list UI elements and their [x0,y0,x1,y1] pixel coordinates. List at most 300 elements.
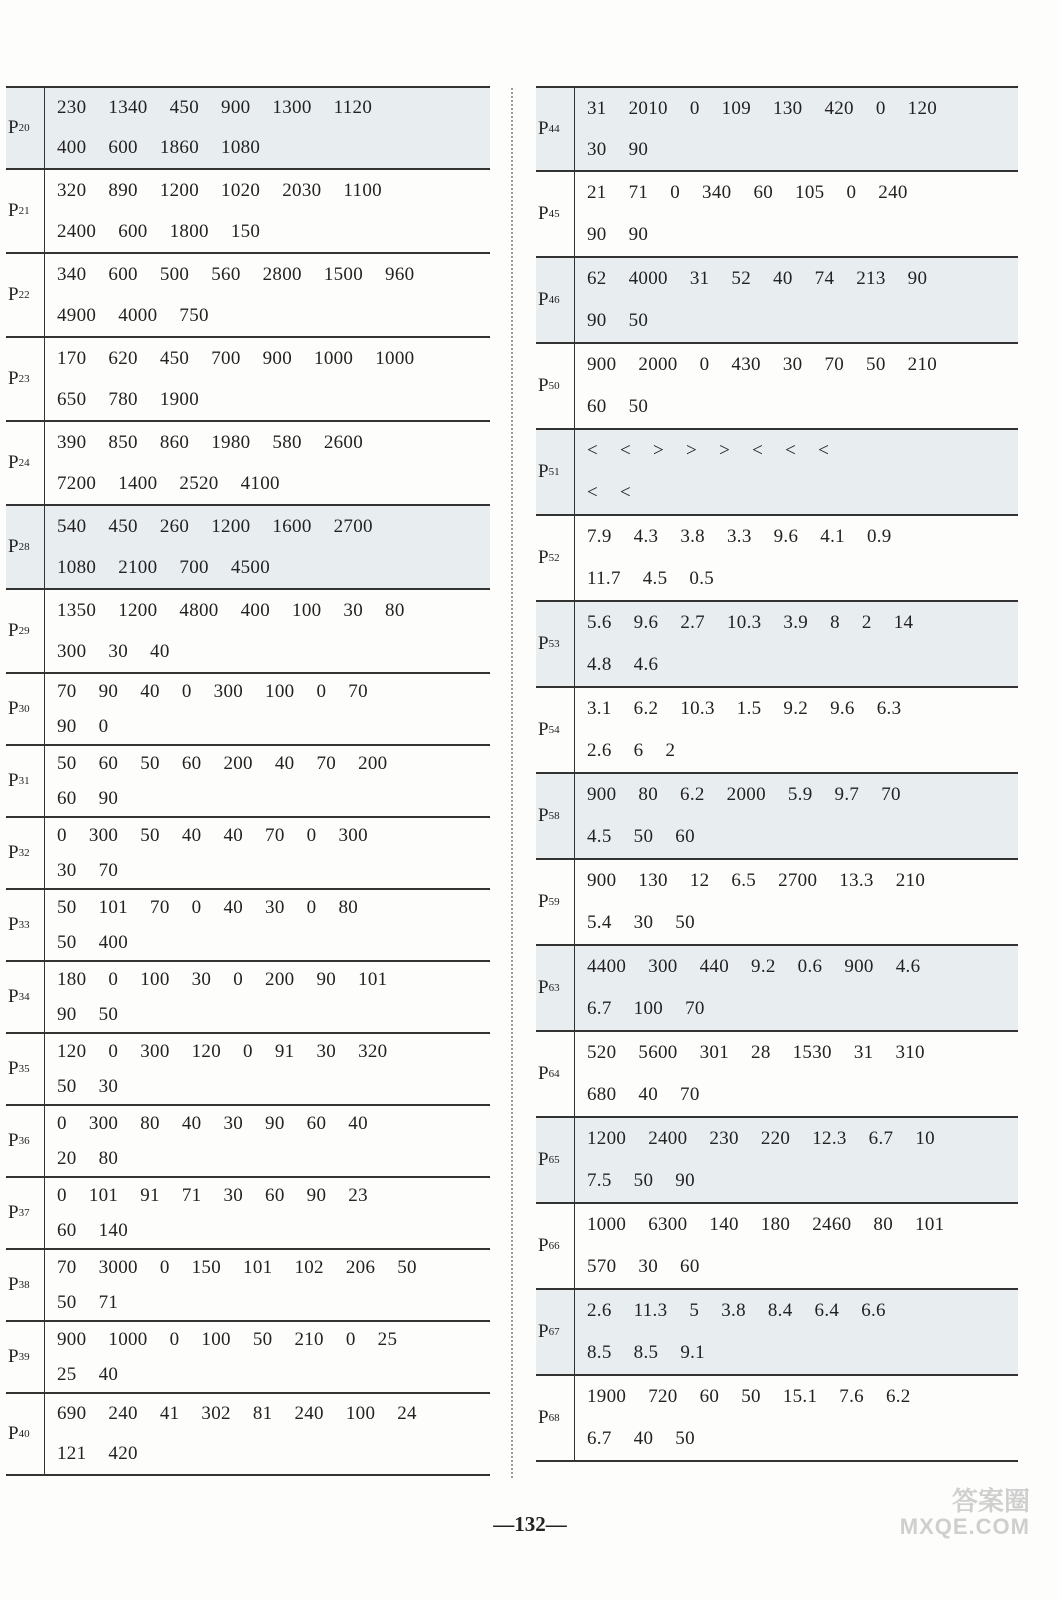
answer-value: 600 [108,263,138,285]
answer-value: > [653,440,665,461]
answer-value: 1000 [108,1328,148,1350]
answer-value: 2000 [726,784,766,805]
answer-value: 4900 [57,304,97,326]
answer-line [587,826,1012,848]
answer-value: 50 [140,824,160,846]
answer-line [57,1364,484,1386]
answer-value: 300 [88,1112,119,1134]
answer-value: 121 [57,1443,87,1464]
answer-value: 0.9 [866,526,892,547]
answer-row [6,86,490,170]
answer-value: 2800 [262,263,302,285]
answer-row [6,1394,490,1476]
answer-line [587,912,1012,934]
answer-values [45,506,490,588]
answer-value: 50 [57,896,77,918]
page-label-number: 21 [18,205,30,217]
watermark-logo [900,1488,1030,1538]
answer-line [57,600,484,622]
answer-value: 30 [57,859,77,881]
page-label: P 39 [6,1322,45,1392]
answer-values [575,88,1018,170]
answer-value: 70 [348,680,368,702]
answer-value: 52 [731,268,752,289]
answer-value: 750 [179,304,209,326]
answer-value: 24 [397,1403,417,1424]
answer-value: 420 [108,1443,138,1464]
page-label-number: 46 [548,294,560,306]
answer-value: 31 [853,1042,874,1063]
answer-row [536,602,1018,688]
answer-value: 70 [98,859,119,881]
answer-value: 100 [201,1328,231,1350]
answer-value: < [785,440,797,461]
answer-value: 8.4 [767,1300,793,1321]
answer-row [6,746,490,818]
answer-row [536,946,1018,1032]
answer-value: 60 [181,752,202,774]
answer-row [6,254,490,338]
answer-value: 860 [159,431,190,453]
page-label-number: 52 [548,552,560,564]
answer-value: 400 [98,931,129,953]
answer-value: > [686,440,698,461]
answer-value: 4.8 [587,654,612,675]
answer-value: 20 [57,1147,77,1169]
answer-value: 1080 [57,556,97,578]
answer-row [536,344,1018,430]
answer-value: 4500 [230,556,271,578]
answer-value: 1800 [169,220,209,242]
answer-value: 6.2 [633,698,659,719]
answer-row [6,890,490,962]
answer-value: 6.5 [731,870,757,891]
answer-value: 0 [108,968,119,990]
answer-value: 320 [57,179,87,201]
answer-value: 30 [633,912,654,933]
answer-value: 1200 [587,1128,627,1149]
answer-value: 150 [230,220,261,242]
answer-value: 50 [741,1386,761,1407]
answer-row [536,86,1018,172]
answer-value: 25 [377,1328,398,1350]
answer-value: 3.8 [680,526,705,547]
answer-line [57,860,484,882]
answer-value: 2400 [57,220,97,242]
answer-value: 540 [57,515,87,537]
answer-value: 40 [274,752,295,774]
answer-value: 7.5 [587,1170,612,1191]
answer-value: 0 [98,715,109,737]
answer-value: 10.3 [680,698,715,719]
answer-value: 9.2 [783,698,809,719]
answer-value: 8 [830,612,840,633]
page-label-number: 28 [18,541,30,553]
answer-value: < [587,482,599,503]
answer-value: 2030 [282,179,322,201]
answer-value: 6.7 [587,998,612,1019]
answer-value: 900 [221,97,251,118]
answer-value: 4000 [118,304,158,326]
answer-value: 240 [878,182,908,203]
answer-value: 60 [699,1386,720,1407]
answer-value: 60 [57,787,77,809]
answer-value: 70 [265,824,285,846]
answer-value: 1100 [343,179,382,201]
answer-values [45,1250,490,1320]
answer-value: 4.6 [895,956,921,977]
page-label-number: 40 [18,1428,30,1440]
answer-line [57,1257,484,1279]
answer-value: 200 [358,752,388,774]
answer-value: 80 [140,1112,160,1134]
answer-value: 0 [243,1040,253,1062]
answer-value: 90 [98,680,119,702]
answer-value: 6300 [648,1214,688,1235]
answer-value: 200 [265,968,295,990]
page-label: P 53 [536,602,575,686]
page-label-number: 50 [548,380,560,392]
answer-value: 7.6 [839,1386,864,1407]
answer-value: 30 [223,1184,244,1206]
answer-value: 90 [98,787,119,809]
answer-value: 450 [159,347,190,369]
answer-value: 31 [587,97,607,119]
answer-value: 120 [57,1040,87,1062]
answer-line [57,969,484,991]
answer-value: 900 [587,870,617,891]
watermark-site: MXQE.COM [899,1514,1030,1540]
answer-value: 0 [57,1112,67,1134]
answer-value: 100 [633,998,664,1019]
answer-line [587,654,1012,676]
page-label: P 23 [6,338,45,420]
answer-value: 9.6 [633,612,659,633]
answer-value: 213 [856,268,886,289]
answer-value: 70 [824,354,845,375]
answer-line [587,1042,1012,1064]
page-label: P 66 [536,1204,575,1288]
answer-value: 23 [348,1184,368,1206]
answer-value: 60 [753,182,774,203]
page-label: P 44 [536,88,575,170]
answer-value: 90 [628,138,649,160]
answer-value: 50 [140,752,160,774]
answer-value: 400 [240,599,271,621]
answer-value: 0 [306,896,317,918]
page-label-number: 58 [548,810,560,822]
answer-value: 28 [751,1042,771,1063]
answer-values [575,1290,1018,1374]
page-label-number: 23 [18,373,30,385]
answer-value: 71 [181,1184,202,1206]
answer-value: 90 [57,715,77,737]
answer-value: 91 [140,1184,160,1206]
answer-value: 0 [57,824,67,846]
answer-value: 140 [709,1214,739,1235]
answer-line [587,1386,1012,1408]
answer-value: 2600 [323,431,364,453]
answer-row [6,1034,490,1106]
answer-value: 210 [294,1328,324,1350]
answer-value: 600 [108,137,138,158]
answer-value: 101 [88,1184,119,1206]
answer-values [575,688,1018,772]
answer-value: 9.6 [773,526,799,547]
page-label-number: 31 [18,775,30,787]
answer-value: 50 [675,912,695,933]
answer-value: 1980 [211,431,251,453]
page-label: P 31 [6,746,45,816]
answer-value: 50 [628,310,649,331]
answer-values [45,590,490,672]
answer-value: 1000 [375,347,415,369]
answer-line [587,182,1012,204]
answer-value: 80 [98,1147,119,1169]
answer-value: 6.3 [876,698,902,719]
answer-value: 40 [638,1084,659,1105]
answer-value: 130 [773,97,803,119]
answer-line [57,716,484,738]
answer-value: 6 [633,740,644,761]
answer-value: 240 [108,1403,138,1424]
answer-line [587,784,1012,806]
answer-values [45,1322,490,1392]
answer-value: 430 [731,354,761,375]
answer-values [45,88,490,168]
answer-value: 70 [685,998,705,1019]
answer-value: 60 [675,826,695,847]
page-label-number: 63 [548,982,560,994]
answer-line [587,139,1012,161]
answer-values [45,1034,490,1104]
answer-value: 500 [159,263,190,285]
answer-value: 15.1 [782,1386,818,1407]
answer-value: 50 [57,931,77,953]
answer-value: 1400 [118,472,158,494]
answer-values [45,674,490,744]
answer-line [57,389,484,411]
answer-value: 90 [628,224,649,245]
answer-values [575,1376,1018,1460]
answer-value: 5600 [638,1042,678,1063]
answer-value: 50 [397,1256,417,1278]
answer-value: 80 [385,599,405,621]
left-answer-column [6,86,490,1476]
page-label-number: 68 [548,1412,560,1424]
answer-value: 40 [140,680,160,702]
page-label-number: 65 [548,1154,560,1166]
answer-value: 850 [108,431,138,453]
answer-value: 0 [181,680,192,702]
answer-value: 302 [201,1403,231,1424]
answer-row [6,1106,490,1178]
page-label: P 64 [536,1032,575,1116]
answer-value: 105 [795,182,825,203]
answer-line [57,557,484,579]
answer-value: 570 [587,1256,617,1277]
answer-value: 90 [57,1003,77,1025]
answer-line [587,870,1012,892]
answer-value: 150 [191,1256,222,1278]
answer-value: 74 [814,268,835,289]
page-label-number: 39 [18,1351,30,1363]
page-label: P 21 [6,170,45,252]
answer-value: 60 [680,1256,700,1277]
answer-value: 90 [587,224,607,245]
answer-value: 1200 [159,179,200,201]
answer-row [536,258,1018,344]
answer-value: 40 [633,1428,654,1449]
answer-value: 1900 [587,1386,627,1407]
answer-value: 140 [98,1219,129,1241]
page-label-number: 30 [18,703,30,715]
answer-value: 12.3 [812,1128,847,1149]
answer-value: 62 [587,268,607,289]
answer-value: 390 [57,431,87,453]
answer-value: 0 [169,1328,180,1350]
page-label-number: 66 [548,1240,560,1252]
answer-value: 1000 [587,1214,627,1235]
answer-value: 0.6 [797,956,823,977]
answer-value: 90 [587,310,607,331]
page-label: P 46 [536,258,575,342]
answer-row [536,1032,1018,1118]
answer-value: 600 [118,220,148,242]
answer-value: 620 [108,347,138,369]
answer-line [57,1292,484,1314]
answer-value: 71 [628,182,649,203]
answer-value: 1000 [314,347,354,369]
page-label: P 35 [6,1034,45,1104]
answer-values [45,746,490,816]
answer-value: 900 [587,784,617,805]
answer-row [536,860,1018,946]
answer-line [587,1342,1012,1364]
answer-value: 260 [159,515,190,537]
answer-line [587,482,1012,504]
page-label-number: 51 [548,466,560,478]
answer-value: 90 [907,268,928,289]
answer-value: 40 [773,268,793,289]
answer-value: 310 [895,1042,925,1063]
answer-value: 80 [873,1214,894,1235]
answer-row [536,1290,1018,1376]
answer-value: 130 [638,870,668,891]
page-label-number: 34 [18,991,30,1003]
answer-value: 2.6 [587,1300,612,1321]
page-label: P 63 [536,946,575,1030]
answer-value: 13.3 [839,870,874,891]
answer-values [575,602,1018,686]
answer-value: 101 [358,968,388,990]
answer-value: 100 [265,680,295,702]
answer-value: 4400 [587,956,627,977]
answer-value: 1530 [792,1042,832,1063]
answer-value: 60 [587,396,607,417]
answer-value: 70 [316,752,337,774]
answer-line [587,1214,1012,1236]
answer-value: 320 [358,1040,388,1062]
answer-value: 50 [633,1170,654,1191]
answer-value: 301 [699,1042,730,1063]
answer-value: 1200 [118,599,158,621]
answer-line [587,354,1012,376]
page-label: P 67 [536,1290,575,1374]
answer-line [587,1256,1012,1278]
answer-line [57,1113,484,1135]
answer-value: 3.3 [726,526,752,547]
answer-value: 1020 [221,179,261,201]
answer-value: < [818,440,830,461]
answer-value: 2460 [812,1214,852,1235]
answer-value: 0 [846,182,857,203]
answer-line [57,897,484,919]
answer-value: 2100 [118,556,158,578]
answer-line [57,681,484,703]
page-label: P 38 [6,1250,45,1320]
answer-value: 2700 [778,870,818,891]
answer-value: 6.4 [814,1300,840,1321]
answer-values [45,170,490,252]
answer-row [6,1178,490,1250]
answer-line [57,97,484,119]
answer-line [57,1403,484,1425]
answer-value: 14 [893,612,914,633]
answer-line [587,998,1012,1020]
answer-value: 2000 [638,354,678,375]
answer-row [536,1118,1018,1204]
answer-value: 700 [211,347,241,369]
page-label-number: 44 [548,123,560,135]
page-label-number: 67 [548,1326,560,1338]
answer-value: 80 [338,896,359,918]
answer-value: 2.7 [680,612,705,633]
column-divider [511,88,513,1478]
answer-line [587,568,1012,590]
page-label: P 33 [6,890,45,960]
answer-value: 1350 [57,599,97,621]
answer-value: 7200 [57,472,97,494]
answer-values [575,774,1018,858]
page-label: P 45 [536,172,575,256]
answer-value: 6.7 [587,1428,612,1449]
answer-value: 4100 [240,472,280,494]
answer-value: 10 [915,1128,935,1149]
answer-value: 300 [140,1040,170,1062]
answer-row [536,688,1018,774]
answer-row [536,172,1018,258]
answer-value: 0 [191,896,202,918]
answer-value: 5.9 [787,784,813,805]
answer-value: 101 [243,1256,273,1278]
answer-line [57,516,484,538]
answer-line [57,1329,484,1351]
answer-values [45,818,490,888]
answer-line [57,1041,484,1063]
page-label-number: 22 [18,289,30,301]
page-number: —132— [493,1512,567,1536]
answer-value: 0 [345,1328,356,1350]
answer-values [45,422,490,504]
answer-value: 9.7 [834,784,860,805]
page-label: P 28 [6,506,45,588]
answer-value: 11.3 [633,1300,668,1321]
answer-row [6,590,490,674]
answer-line [57,825,484,847]
answer-value: 9.1 [680,1342,705,1363]
answer-values [45,962,490,1032]
